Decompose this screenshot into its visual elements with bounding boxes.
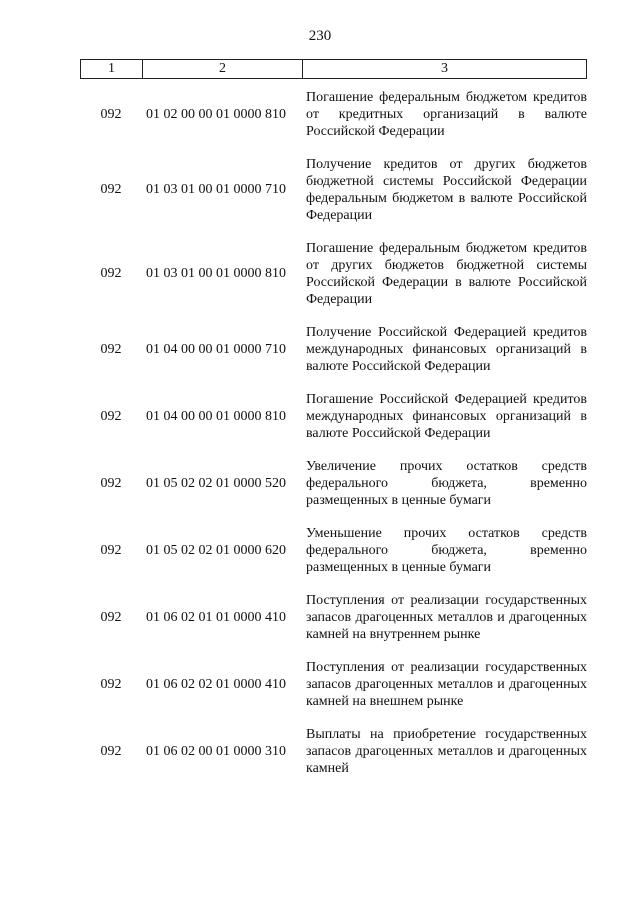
item-name: Погашение федеральным бюджетом кредитов от кредитных организаций в валюте Российской Федерации — [306, 90, 587, 139]
column-header-table — [80, 59, 587, 79]
admin-code: 092 — [100, 182, 122, 197]
item-name: Поступления от реализации государственных запасов драгоценных металлов и драгоценных камней на внутреннем рынке — [306, 593, 587, 642]
admin-code: 092 — [100, 676, 122, 692]
budget-code: 01 04 00 00 01 0000 710 — [146, 341, 286, 357]
admin-code: 092 — [100, 542, 122, 558]
admin-code: 092 — [100, 106, 122, 122]
admin-code: 092 — [100, 743, 122, 759]
budget-code: 01 03 01 00 01 0000 810 — [146, 266, 286, 281]
item-name: Погашение Российской Федерацией кредитов международных финансовых организаций в валюте Российской Федерации — [306, 392, 587, 441]
column-header-1: 1 — [81, 60, 143, 79]
table-row — [80, 391, 587, 442]
budget-code: 01 06 02 00 01 0000 310 — [146, 743, 286, 759]
budget-code: 01 06 02 02 01 0000 410 — [146, 676, 286, 692]
item-name: Поступления от реализации государственных запасов драгоценных металлов и драгоценных камней на внешнем рынке — [306, 660, 587, 709]
column-header-2: 2 — [143, 60, 303, 79]
table-row — [80, 592, 587, 643]
table-row — [80, 324, 587, 375]
admin-code: 092 — [100, 609, 122, 625]
page-number: 230 — [308, 28, 332, 44]
item-name: Получение Российской Федерацией кредитов международных финансовых организаций в валюте Российской Федерации — [306, 325, 587, 374]
budget-code: 01 05 02 02 01 0000 520 — [146, 475, 286, 491]
column-header-row — [81, 60, 587, 79]
table-row — [80, 659, 587, 710]
budget-code: 01 03 01 00 01 0000 710 — [146, 182, 286, 197]
budget-code: 01 06 02 01 01 0000 410 — [146, 609, 286, 625]
table-row — [80, 726, 587, 777]
table-row — [80, 89, 587, 140]
table-row — [80, 525, 587, 576]
classification-rows — [80, 89, 587, 793]
item-name: Погашение федеральным бюджетом кредитов от других бюджетов бюджетной системы Российской Федерации в валюте Российской Федерации — [306, 241, 587, 307]
admin-code: 092 — [100, 266, 122, 281]
admin-code: 092 — [100, 341, 122, 357]
admin-code: 092 — [100, 475, 122, 491]
budget-code: 01 05 02 02 01 0000 620 — [146, 542, 286, 558]
column-header-3: 3 — [303, 60, 587, 79]
item-name: Уменьшение прочих остатков средств федерального бюджета, временно размещенных в ценные бумаги — [306, 526, 587, 575]
item-name: Получение кредитов от других бюджетов бюджетной системы Российской Федерации федеральным бюджетом в валюте Российской Федерации — [306, 157, 587, 223]
budget-code: 01 02 00 00 01 0000 810 — [146, 106, 286, 122]
item-name: Выплаты на приобретение государственных запасов драгоценных металлов и драгоценных камней — [306, 727, 587, 776]
table-row — [80, 458, 587, 509]
item-name: Увеличение прочих остатков средств федерального бюджета, временно размещенных в ценные бумаги — [306, 459, 587, 508]
table-row — [80, 240, 587, 308]
budget-code: 01 04 00 00 01 0000 810 — [146, 408, 286, 424]
table-row — [80, 156, 587, 224]
admin-code: 092 — [100, 408, 122, 424]
